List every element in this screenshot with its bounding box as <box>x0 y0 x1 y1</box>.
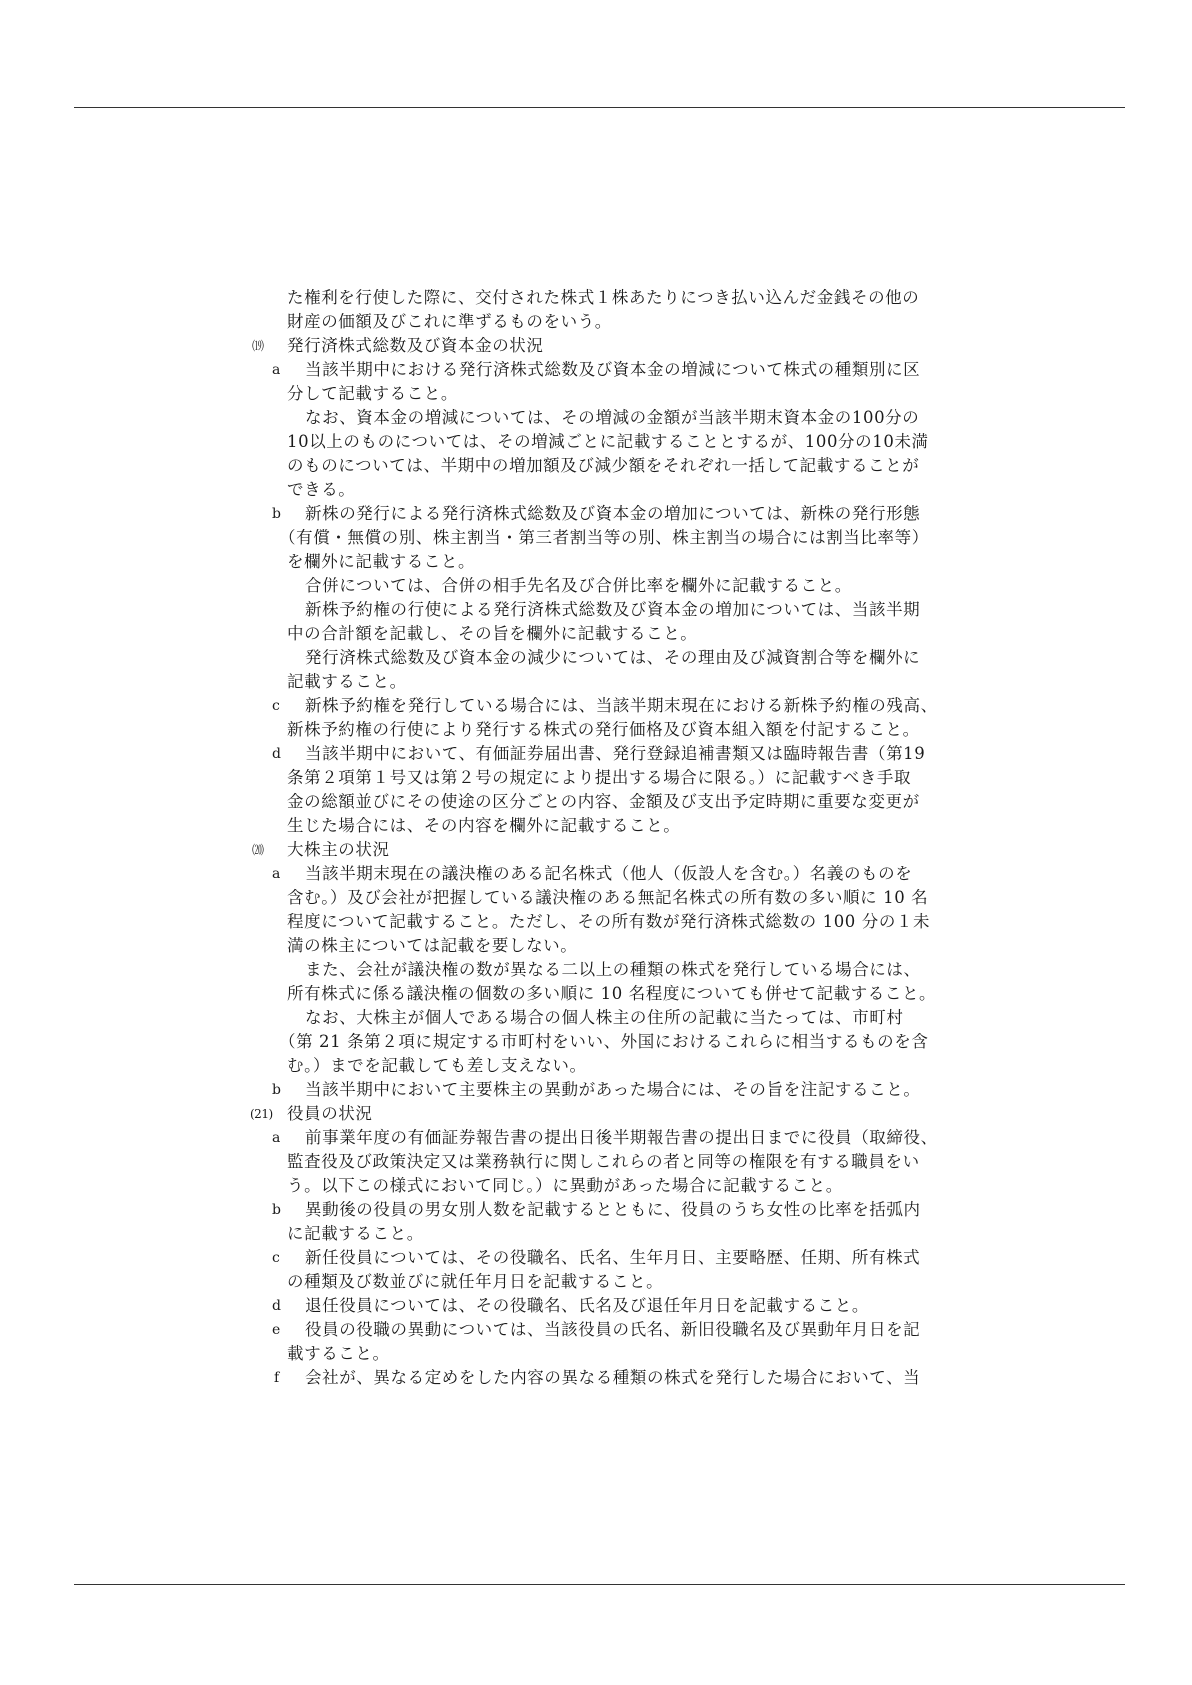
item-marker: b <box>272 1082 281 1098</box>
text-line: 載すること。 <box>287 1344 390 1363</box>
item-marker: a <box>272 866 281 882</box>
text-line: なお、資本金の増減については、その増減の金額が当該半期末資本金の100分の <box>305 408 920 427</box>
text-line: のものについては、半期中の増加額及び減少額をそれぞれ一括して記載することが <box>287 456 920 475</box>
text-line: 金の総額並びにその使途の区分ごとの内容、金額及び支出予定時期に重要な変更が <box>287 792 920 811</box>
text-line: 新株の発行による発行済株式総数及び資本金の増加については、新株の発行形態 <box>305 504 921 523</box>
text-line: 生じた場合には、その内容を欄外に記載すること。 <box>287 816 681 835</box>
item-marker: c <box>272 698 280 714</box>
section-title-21: 役員の状況 <box>287 1104 373 1123</box>
text-line: 中の合計額を記載し、その旨を欄外に記載すること。 <box>287 624 698 643</box>
text-line: む。）までを記載しても差し支えない。 <box>287 1056 587 1075</box>
text-line: 異動後の役員の男女別人数を記載するとともに、役員のうち女性の比率を括弧内 <box>305 1200 921 1219</box>
section-title-19: 発行済株式総数及び資本金の状況 <box>287 336 544 355</box>
text-line: 新株予約権を発行している場合には、当該半期末現在における新株予約権の残高、 <box>305 696 938 715</box>
footer-rule <box>74 1584 1125 1585</box>
item-marker: f <box>274 1370 280 1386</box>
text-line: 記載すること。 <box>287 672 407 691</box>
item-marker: d <box>272 746 281 762</box>
item-marker: b <box>272 506 281 522</box>
text-line: （第 21 条第２項に規定する市町村をいい、外国におけるこれらに相当するものを含 <box>279 1032 929 1051</box>
text-line: 新株予約権の行使により発行する株式の発行価格及び資本組入額を付記すること。 <box>287 720 920 739</box>
item-marker: a <box>272 362 281 378</box>
text-line: 新株予約権の行使による発行済株式総数及び資本金の増加については、当該半期 <box>305 600 921 619</box>
text-line: 新任役員については、その役職名、氏名、生年月日、主要略歴、任期、所有株式 <box>305 1248 921 1267</box>
text-line: （有償・無償の別、株主割当・第三者割当等の別、株主割当の場合には割当比率等） <box>279 528 929 547</box>
item-marker: d <box>272 1298 281 1314</box>
text-line: 当該半期末現在の議決権のある記名株式（他人（仮設人を含む。）名義のものを <box>305 864 913 883</box>
text-line: できる。 <box>287 480 356 499</box>
text-line: 役員の役職の異動については、当該役員の氏名、新旧役職名及び異動年月日を記 <box>305 1320 921 1339</box>
text-line: 発行済株式総数及び資本金の減少については、その理由及び減資割合等を欄外に <box>305 648 921 667</box>
text-line: 当該半期中において主要株主の異動があった場合には、その旨を注記すること。 <box>305 1080 921 1099</box>
item-marker: c <box>272 1250 280 1266</box>
text-line: 分して記載すること。 <box>287 384 458 403</box>
section-title-20: 大株主の状況 <box>287 840 390 859</box>
text-line: 財産の価額及びこれに準ずるものをいう。 <box>287 312 612 331</box>
item-marker: b <box>272 1202 281 1218</box>
section-marker-19: ⒆ <box>252 339 264 353</box>
text-line: を欄外に記載すること。 <box>287 552 476 571</box>
text-line: 所有株式に係る議決権の個数の多い順に 10 名程度についても併せて記載すること。 <box>287 984 937 1003</box>
text-line: 当該半期中において、有価証券届出書、発行登録追補書類又は臨時報告書（第19 <box>305 744 926 763</box>
text-line: 含む。）及び会社が把握している議決権のある無記名株式の所有数の多い順に 10 名 <box>287 888 929 907</box>
text-line: う。以下この様式において同じ。）に異動があった場合に記載すること。 <box>287 1176 843 1195</box>
section-marker-20: ⒇ <box>252 843 264 857</box>
text-line: 当該半期中における発行済株式総数及び資本金の増減について株式の種類別に区 <box>305 360 921 379</box>
section-marker-21: (21) <box>250 1107 273 1121</box>
text-line: また、会社が議決権の数が異なる二以上の種類の株式を発行している場合には、 <box>305 960 921 979</box>
text-line: 10以上のものについては、その増減ごとに記載することとするが、100分の10未満 <box>287 432 929 451</box>
text-line: 前事業年度の有価証券報告書の提出日後半期報告書の提出日までに役員（取締役、 <box>305 1128 938 1147</box>
item-marker: e <box>272 1322 281 1338</box>
text-line: 満の株主については記載を要しない。 <box>287 936 578 955</box>
text-line: た権利を行使した際に、交付された株式１株あたりにつき払い込んだ金銭その他の <box>287 288 920 307</box>
text-line: の種類及び数並びに就任年月日を記載すること。 <box>287 1272 664 1291</box>
text-line: なお、大株主が個人である場合の個人株主の住所の記載に当たっては、市町村 <box>305 1008 904 1027</box>
text-line: 合併については、合併の相手先名及び合併比率を欄外に記載すること。 <box>305 576 852 595</box>
text-line: 程度について記載すること。ただし、その所有数が発行済株式総数の 100 分の１未 <box>287 912 931 931</box>
text-line: 会社が、異なる定めをした内容の異なる種類の株式を発行した場合において、当 <box>305 1368 921 1387</box>
text-line: 退任役員については、その役職名、氏名及び退任年月日を記載すること。 <box>305 1296 869 1315</box>
text-line: に記載すること。 <box>287 1224 424 1243</box>
text-line: 条第２項第１号又は第２号の規定により提出する場合に限る。）に記載すべき手取 <box>287 768 912 787</box>
item-marker: a <box>272 1130 281 1146</box>
header-rule <box>74 107 1125 108</box>
text-line: 監査役及び政策決定又は業務執行に関しこれらの者と同等の権限を有する職員をい <box>287 1152 920 1171</box>
